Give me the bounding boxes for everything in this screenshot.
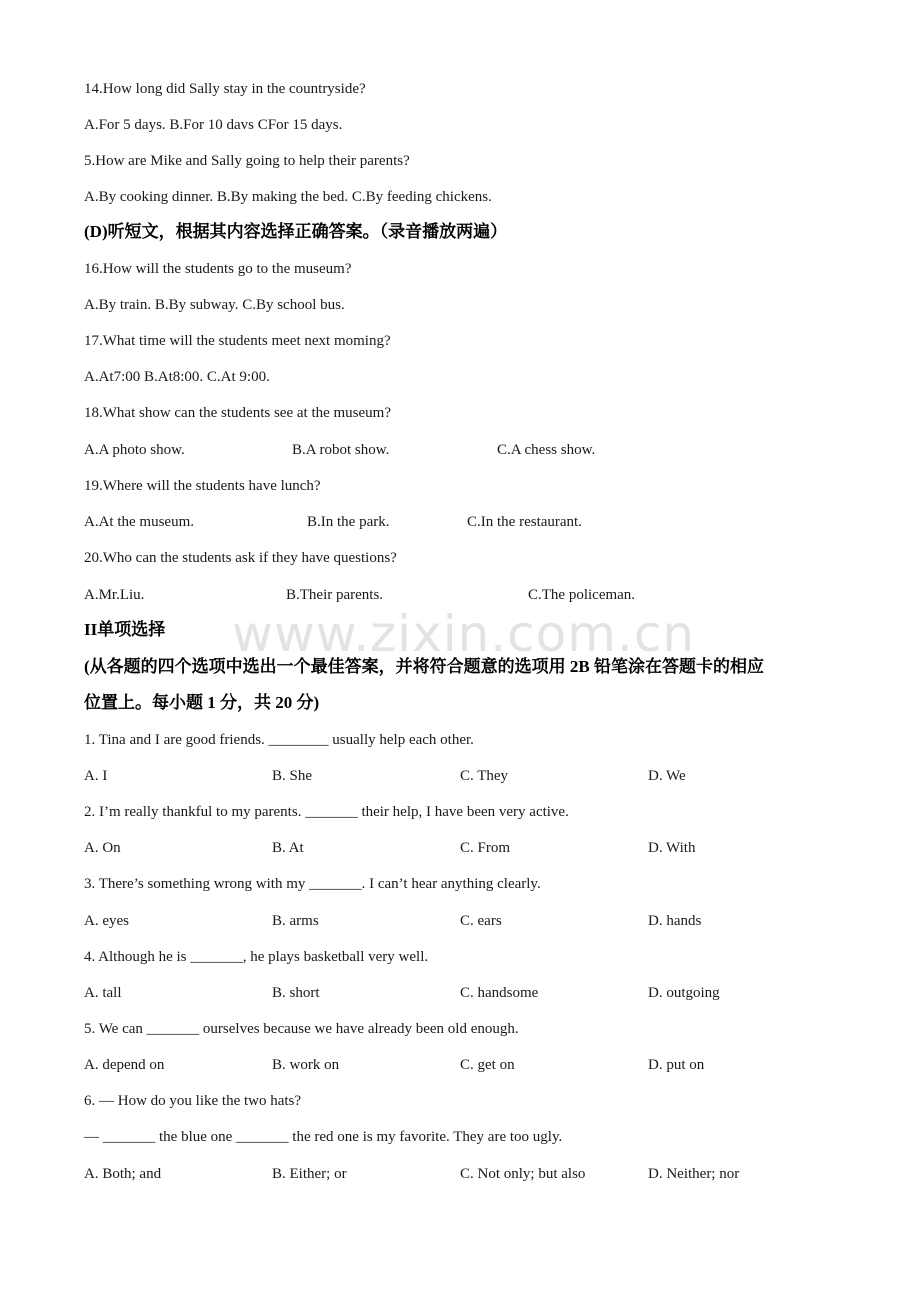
question-18: 18.What show can the students see at the museum? bbox=[84, 405, 392, 421]
mc-2-option-a: A. On bbox=[84, 840, 121, 856]
question-19-option-a: A.At the museum. bbox=[84, 514, 194, 530]
question-17-options: A.At7:00 B.At8:00. C.At 9:00. bbox=[84, 369, 270, 385]
mc-question-6-reply: — _______ the blue one _______ the red one is my favorite. They are too ugly. bbox=[84, 1129, 563, 1145]
question-14: 14.How long did Sally stay in the countryside? bbox=[84, 81, 366, 97]
question-16: 16.How will the students go to the museum? bbox=[84, 261, 352, 277]
question-15-options: A.By cooking dinner. B.By making the bed. C.By feeding chickens. bbox=[84, 189, 492, 205]
section-2-title: II单项选择 bbox=[84, 620, 166, 639]
mc-question-5: 5. We can _______ ourselves because we have already been old enough. bbox=[84, 1021, 519, 1037]
question-17: 17.What time will the students meet next moming? bbox=[84, 333, 391, 349]
mc-question-1: 1. Tina and I are good friends. ________ usually help each other. bbox=[84, 732, 474, 748]
mc-1-option-d: D. We bbox=[648, 768, 686, 784]
mc-5-option-b: B. work on bbox=[272, 1057, 340, 1073]
mc-question-2: 2. I’m really thankful to my parents. _______ their help, I have been very active. bbox=[84, 804, 569, 820]
mc-2-option-d: D. With bbox=[648, 840, 696, 856]
mc-6-option-b: B. Either; or bbox=[272, 1166, 347, 1182]
mc-3-option-c: C. ears bbox=[460, 913, 502, 929]
question-14-options: A.For 5 days. B.For 10 davs CFor 15 days. bbox=[84, 117, 343, 133]
mc-3-option-a: A. eyes bbox=[84, 913, 129, 929]
mc-4-option-c: C. handsome bbox=[460, 985, 539, 1001]
question-16-options: A.By train. B.By subway. C.By school bus. bbox=[84, 297, 345, 313]
section-2-instructions-line2: 位置上。每小题 1 分，共 20 分) bbox=[84, 693, 320, 712]
mc-2-option-c: C. From bbox=[460, 840, 511, 856]
question-19-option-c: C.In the restaurant. bbox=[467, 514, 582, 530]
question-20-option-a: A.Mr.Liu. bbox=[84, 587, 145, 603]
mc-5-option-a: A. depend on bbox=[84, 1057, 165, 1073]
mc-3-option-d: D. hands bbox=[648, 913, 702, 929]
mc-question-6: 6. — How do you like the two hats? bbox=[84, 1093, 302, 1109]
question-18-option-a: A.A photo show. bbox=[84, 442, 185, 458]
mc-4-option-b: B. short bbox=[272, 985, 320, 1001]
mc-4-option-d: D. outgoing bbox=[648, 985, 720, 1001]
mc-6-option-c: C. Not only; but also bbox=[460, 1166, 586, 1182]
mc-5-option-c: C. get on bbox=[460, 1057, 515, 1073]
question-15: 5.How are Mike and Sally going to help their parents? bbox=[84, 153, 410, 169]
question-20: 20.Who can the students ask if they have questions? bbox=[84, 550, 397, 566]
mc-6-option-d: D. Neither; nor bbox=[648, 1166, 740, 1182]
mc-1-option-a: A. I bbox=[84, 768, 108, 784]
mc-3-option-b: B. arms bbox=[272, 913, 319, 929]
mc-1-option-b: B. She bbox=[272, 768, 313, 784]
mc-2-option-b: B. At bbox=[272, 840, 304, 856]
mc-question-3: 3. There’s something wrong with my _______. I can’t hear anything clearly. bbox=[84, 876, 541, 892]
question-20-option-b: B.Their parents. bbox=[286, 587, 384, 603]
mc-question-4: 4. Although he is _______, he plays basketball very well. bbox=[84, 949, 429, 965]
question-18-option-c: C.A chess show. bbox=[497, 442, 596, 458]
section-2-instructions-line1: (从各题的四个选项中选出一个最佳答案，并将符合题意的选项用 2B 铅笔涂在答题卡的相应 bbox=[84, 657, 764, 676]
mc-4-option-a: A. tall bbox=[84, 985, 122, 1001]
question-19-option-b: B.In the park. bbox=[307, 514, 390, 530]
mc-6-option-a: A. Both; and bbox=[84, 1166, 162, 1182]
watermark: www.zixin.com.cn bbox=[232, 605, 696, 663]
section-d-heading: (D)听短文，根据其内容选择正确答案。（录音播放两遍） bbox=[84, 222, 508, 241]
question-18-option-b: B.A robot show. bbox=[292, 442, 390, 458]
mc-1-option-c: C. They bbox=[460, 768, 509, 784]
question-20-option-c: C.The policeman. bbox=[528, 587, 636, 603]
question-19: 19.Where will the students have lunch? bbox=[84, 478, 321, 494]
mc-5-option-d: D. put on bbox=[648, 1057, 705, 1073]
